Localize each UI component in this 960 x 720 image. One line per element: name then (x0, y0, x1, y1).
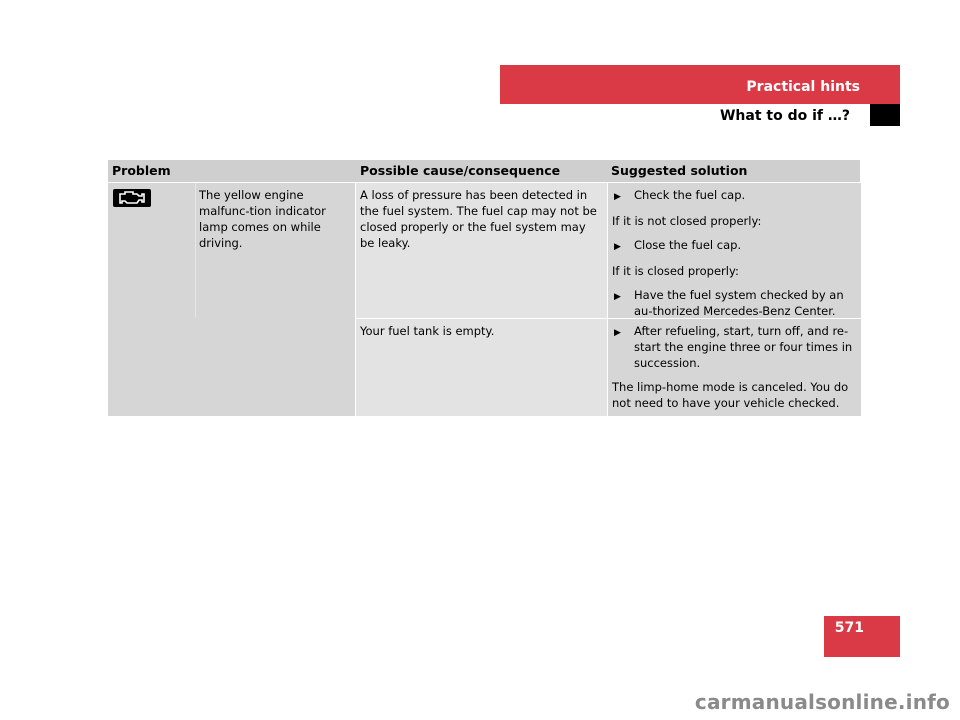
solution-step (612, 237, 857, 255)
solution-step (612, 287, 857, 319)
solution-cell (608, 183, 861, 318)
step-text: Close the fuel cap. (634, 238, 742, 252)
cause-cell: A loss of pressure has been detected in the fuel system. The fuel cap may not be closed properly or the fuel system may be leaky. (356, 183, 607, 318)
table-header-row (108, 160, 860, 182)
subsection-title: What to do if …? (719, 108, 850, 124)
step-arrow-icon: ▶ (614, 192, 621, 202)
step-arrow-icon: ▶ (614, 292, 621, 302)
table-row (356, 183, 861, 318)
section-header-band (500, 65, 900, 104)
page-number: 571 (834, 620, 864, 636)
problem-icon-cell (108, 183, 195, 416)
header-solution: Suggested solution (611, 163, 748, 178)
step-text: Check the fuel cap. (634, 188, 746, 202)
header-problem: Problem (112, 163, 171, 178)
watermark-text: carmanualsonline.info (694, 690, 950, 714)
header-cause: Possible cause/consequence (360, 163, 561, 178)
solution-note: If it is closed properly: (612, 264, 739, 278)
solution-step (612, 187, 857, 205)
solution-note: The limp-home mode is canceled. You do not need to have your vehicle checked. (612, 380, 849, 410)
step-arrow-icon: ▶ (614, 328, 621, 338)
cause-solution-rows (356, 183, 861, 416)
table-body (108, 183, 860, 416)
solution-note: If it is not closed properly: (612, 214, 762, 228)
solution-step (612, 323, 857, 371)
solution-cell (608, 319, 861, 416)
table-row (356, 319, 861, 416)
problem-description: The yellow engine malfunc-tion indicator lamp comes on while driving. (195, 183, 355, 318)
step-text: Have the fuel system checked by an au-thorized Mercedes-Benz Center. (634, 288, 844, 318)
section-title: Practical hints (746, 79, 860, 95)
cause-cell: Your fuel tank is empty. (356, 319, 607, 416)
step-text: After refueling, start, turn off, and re-start the engine three or four times in succession. (634, 324, 853, 370)
troubleshooting-table (108, 160, 860, 416)
engine-check-icon (113, 189, 151, 207)
page-number-box (824, 616, 900, 657)
problem-cell (108, 183, 355, 416)
step-arrow-icon: ▶ (614, 242, 621, 252)
header-marker-block (870, 104, 900, 126)
